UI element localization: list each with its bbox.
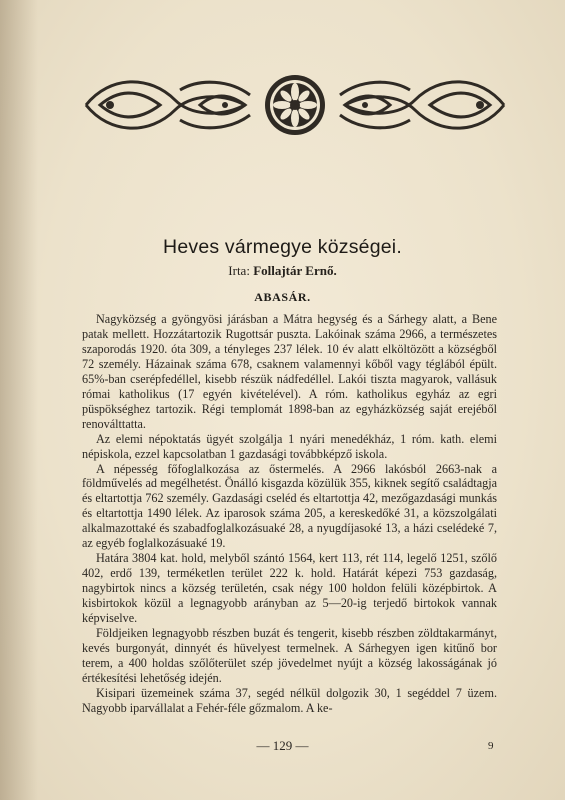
decorative-header-ornament: [80, 70, 510, 140]
body-paragraph: Kisipari üzemeinek száma 37, segéd nélkül dolgozik 30, 1 segéddel 7 üzem. Nagyobb iparvállalat a Fehér-féle gőzmalom. A ke-: [82, 685, 497, 715]
body-paragraph: Az elemi népoktatás ügyét szolgálja 1 nyári menedékház, 1 róm. kath. elemi népiskola, ezzel kapcsolatban 1 gazdasági továbbképző iskola.: [82, 431, 497, 461]
body-paragraph: A népesség főfoglalkozása az őstermelés. A 2966 lakósból 2663-nak a földművelés ad megélhetést. Önálló kisgazda közülük 355, kiknek segítő családtagja és eltartottja 762 személy. Gazdasági cseléd és eltartottja 42, mezőgazdasági munkás és eltartottja 1490 lélek. Az iparosok száma 205, a kereskedőké 31, a közszolgálati alkalmazottaké és szabadfoglalkozásuaké 28, a nyugdíjasoké 13, a házi cselédeké 7, az egyéb foglalkozásuaké 19.: [82, 461, 497, 551]
section-heading: ABASÁR.: [254, 290, 311, 304]
body-paragraph: Nagyközség a gyöngyösi járásban a Mátra hegység és a Sárhegy alatt, a Bene patak mellett. Hozzátartozik Rugottsár puszta. Lakóinak száma 2966, a természetes szaporodás 1920. óta 309, a tényleges 237 lélek. 10 év alatt elköltözött a községből 72 személy. Házainak száma 678, csaknem valamennyi kőből vagy téglából épült. 65%-ban cserépfedéllel, kisebb részük nádfedéllel. Lakói tiszta magyarok, vallásuk római katholikus (17 egyén kivételével). A róm. katholikus egyház az egri püspökséghez tartozik. Régi templomát 1898-ban az egyházközség saját erejéből renoválttatta.: [82, 312, 497, 431]
article-body: [82, 312, 497, 716]
author-prefix: Irta:: [228, 263, 250, 278]
body-paragraph: Földjeiken legnagyobb részben buzát és tengerit, kisebb részben zöldtakarmányt, kevés burgonyát, dinnyét és hüvelyest termelnek. A Sárhegyen igen kitűnő bor terem, a 400 holdas szőlőterület szép jövedelmet nyújt a község lakosságának jó értékesítési lehetőség idején.: [82, 626, 497, 685]
article-title: Heves vármegye községei.: [163, 236, 402, 258]
spine-shadow: [0, 0, 38, 800]
signature-mark: 9: [488, 740, 494, 752]
page-number: — 129 —: [256, 738, 309, 753]
author-name: Follajtár Ernő.: [253, 263, 337, 278]
body-paragraph: Határa 3804 kat. hold, melyből szántó 1564, kert 113, rét 114, legelő 1251, szőlő 402, erdő 139, terméketlen terület 222 k. hold. Határát képezi 753 gazdaság, nagybirtok nincs a község területén, csak négy 100 holdon felüli középbirtok. A kisbirtokok közül a legnagyobb arányban az 5—20-ig terjedő birtokok vannak képviselve.: [82, 551, 497, 626]
author-line: [0, 263, 565, 279]
